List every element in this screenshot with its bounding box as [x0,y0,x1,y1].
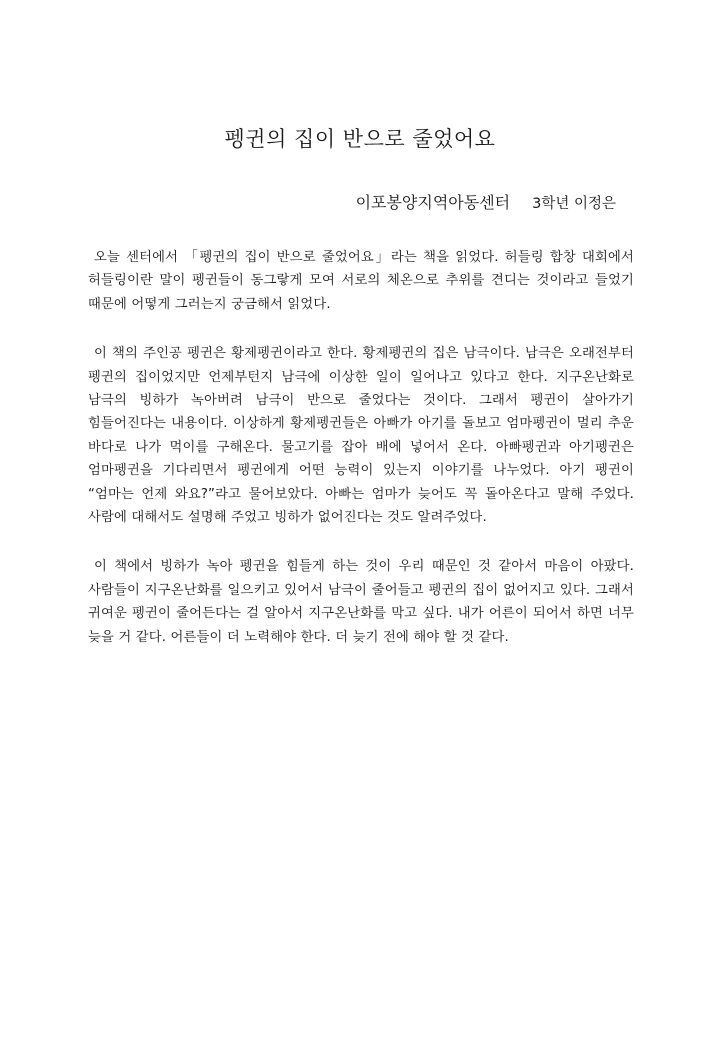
author-grade-name: 3학년 이정은 [532,196,616,212]
essay-body [88,246,634,675]
author-organization: 이포봉양지역아동센터 [355,193,511,212]
paragraph-3: 이 책에서 빙하가 녹아 펭귄을 힘들게 하는 것이 우리 때문인 것 같아서 마음이 아팠다. 사람들이 지구온난화를 일으키고 있어서 남극이 줄어들고 펭귄의 집이 없어지고 있다. 그래서 귀여운 펭귄이 줄어든다는 걸 알아서 지구온난화를 막고 싶다. 내가 어른이 되어서 하면 너무 늦을 거 같다. 어른들이 더 노력해야 한다. 더 늦기 전에 해야 할 것 같다. [88,559,634,645]
paragraph-1: 오늘 센터에서 「펭귄의 집이 반으로 줄었어요」라는 책을 읽었다. 허들링 합창 대회에서 허들링이란 말이 펭귄들이 동그랗게 모여 서로의 체온으로 추위를 견디는 것이라고 들었기 때문에 어떻게 그러는지 궁금해서 읽었다. [88,250,634,312]
paragraph-2: 이 책의 주인공 펭귄은 황제펭귄이라고 한다. 황제펭귄의 집은 남극이다. 남극은 오래전부터 펭귄의 집이었지만 언제부턴지 남극에 이상한 일이 일어나고 있다고 한다. 지구온난화로 남극의 빙하가 녹아버려 남극이 반으로 줄었다는 것이다. 그래서 펭귄이 살아가기 힘들어진다는 내용이다. 이상하게 황제펭귄들은 아빠가 아기를 돌보고 엄마펭귄이 멀리 추운 바다로 나가 먹이를 구해온다. 물고기를 잡아 배에 넣어서 온다. 아빠펭귄과 아기펭귄은 엄마펭귄을 기다리면서 펭귄에게 어떤 능력이 있는지 이야기를 나누었다. 아기 펭귄이 “엄마는 언제 와요?”라고 물어보았다. 아빠는 엄마가 늦어도 꼭 돌아온다고 말해 주었다. 사람에 대해서도 설명해 주었고 빙하가 없어진다는 것도 알려주었다. [88,346,634,526]
author-byline [356,191,616,216]
page-title: 펭귄의 집이 반으로 줄었어요 [224,127,496,151]
